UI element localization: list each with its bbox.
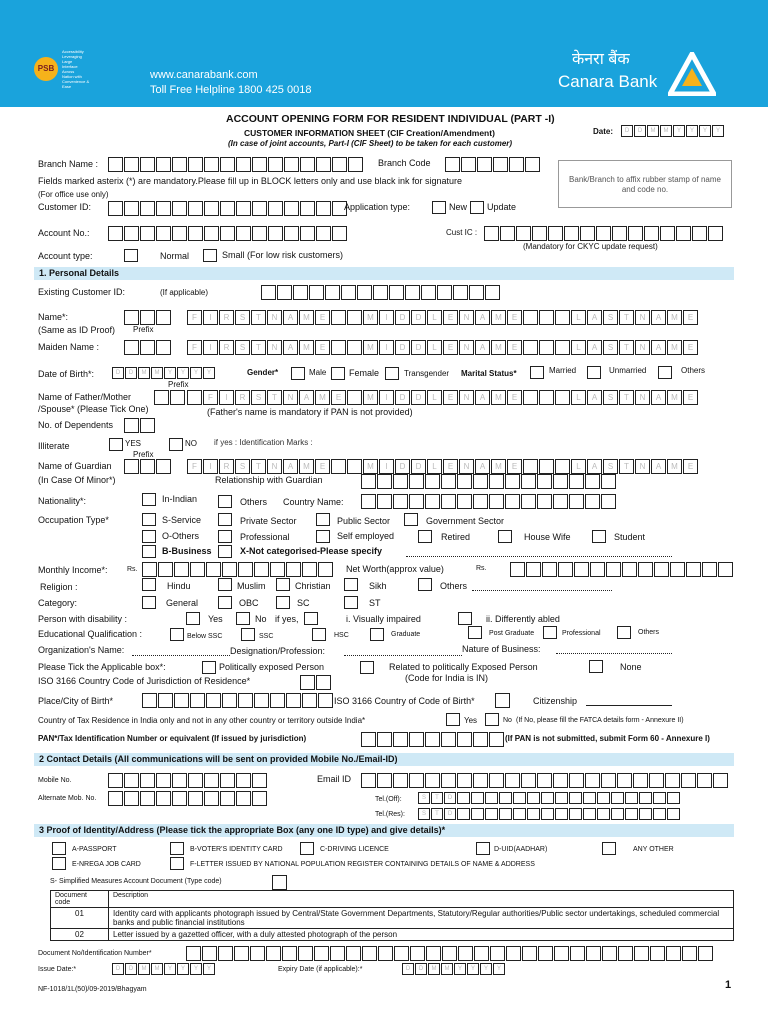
father-tick-input[interactable] — [154, 390, 186, 405]
married-checkbox[interactable] — [530, 366, 544, 379]
ckyc-note: (Mandatory for CKYC update request) — [523, 242, 658, 251]
table-cell-description: Identity card with applicants photograph issued by Central/State Government Departments, Statutory/Regular authorities/Public sector undertakings, scheduled commercial banks and public financial institutions — [109, 908, 734, 929]
hsc-checkbox[interactable] — [312, 628, 326, 641]
aadhar-checkbox[interactable] — [476, 842, 490, 855]
simplified-measures-label: S- Simplified Measures Account Document (Type code) — [50, 878, 222, 885]
branch-name-input[interactable] — [108, 157, 364, 172]
designation-label: Designation/Profession: — [230, 646, 326, 656]
issue-date-label: Issue Date:* — [38, 966, 77, 973]
document-number-label: Document No/Identification Number* — [38, 950, 152, 957]
new-checkbox[interactable] — [432, 201, 446, 214]
passport-label: A-PASSPORT — [72, 846, 117, 853]
general-label: General — [166, 598, 199, 608]
edu-others-label: Others — [638, 629, 660, 636]
unmarried-label: Unmarried — [609, 366, 647, 375]
gender-label: Gender* — [247, 368, 279, 377]
rubber-stamp-box: Bank/Branch to affix rubber stamp of name and code no. — [558, 160, 732, 208]
iso-birth-label: ISO 3166 Country of Code of Birth* — [334, 696, 475, 706]
alt-mobile-input[interactable] — [108, 791, 268, 806]
form-code: NF-1018/1L(50)/09-2019/Bhagyam — [38, 986, 147, 993]
driving-licence-label: C-DRIVING LICENCE — [320, 846, 389, 853]
existing-customer-label: Existing Customer ID: — [38, 287, 126, 297]
guardian-prefix-label: Prefix — [133, 450, 154, 459]
muslim-label: Muslim — [237, 581, 266, 591]
any-other-label: ANY OTHER — [633, 846, 674, 853]
table-cell-code: 02 — [51, 929, 109, 941]
relationship-input[interactable] — [361, 474, 617, 489]
iso-residence-input[interactable] — [300, 675, 332, 690]
code-india-note: (Code for India is IN) — [405, 673, 489, 683]
net-worth-input[interactable] — [510, 562, 734, 577]
table-header-code: Document code — [51, 891, 109, 908]
designation-input[interactable] — [344, 655, 462, 656]
muslim-checkbox[interactable] — [218, 578, 232, 591]
post-graduate-checkbox[interactable] — [468, 626, 482, 639]
x-not-categorised-checkbox[interactable] — [218, 545, 232, 558]
customer-id-input[interactable] — [108, 201, 348, 216]
unmarried-checkbox[interactable] — [587, 366, 601, 379]
tel-res-input[interactable]: S T D — [418, 808, 681, 820]
marital-label: Marital Status* — [461, 369, 517, 378]
form-subtitle: CUSTOMER INFORMATION SHEET (CIF Creation/Amendment) — [244, 128, 495, 138]
application-type-label: Application type: — [344, 202, 411, 212]
form-title: ACCOUNT OPENING FORM FOR RESIDENT INDIVIDUAL (PART -I) — [226, 113, 555, 125]
account-no-label: Account No.: — [38, 228, 90, 238]
passport-checkbox[interactable] — [52, 842, 66, 855]
bank-name-hindi: केनरा बैंक — [572, 51, 630, 68]
section-personal-details: 1. Personal Details — [34, 267, 734, 280]
married-label: Married — [549, 366, 577, 375]
name-prefix-input[interactable] — [124, 310, 172, 325]
psb-logo: PSB — [34, 57, 58, 81]
religion-others-label: Others — [440, 581, 468, 591]
visually-impaired-checkbox[interactable] — [304, 612, 318, 625]
email-input[interactable] — [361, 773, 729, 788]
pep-none-checkbox[interactable] — [589, 660, 603, 673]
if-applicable-note: (If applicable) — [160, 288, 209, 297]
house-wife-label: House Wife — [524, 532, 571, 542]
related-pep-label: Related to politically Exposed Person — [389, 662, 538, 672]
table-header-row — [51, 891, 734, 908]
religion-others-input[interactable] — [472, 590, 612, 591]
mandatory-note: Fields marked asterix (*) are mandatory.Please fill up in BLOCK letters only and use black ink for signature — [38, 176, 463, 186]
student-checkbox[interactable] — [592, 530, 606, 543]
disability-no-checkbox[interactable] — [236, 612, 250, 625]
public-sector-checkbox[interactable] — [316, 513, 330, 526]
transgender-label: Transgender — [404, 369, 450, 378]
s-service-label: S-Service — [162, 515, 202, 525]
cust-ic-label: Cust IC : — [446, 228, 478, 237]
differently-abled-checkbox[interactable] — [458, 612, 472, 625]
tax-yes-label: Yes — [464, 716, 478, 725]
npr-letter-checkbox[interactable] — [170, 857, 184, 870]
pan-input[interactable] — [361, 732, 505, 747]
id-marks-label: if yes : Identification Marks : — [214, 438, 313, 447]
guardian-name-input[interactable]: F I R S T N A M E M I D D L E N A M E L A S T N A M E — [187, 459, 699, 474]
header-banner — [0, 0, 768, 107]
self-employed-label: Self employed — [337, 531, 395, 541]
expiry-date-label: Expiry Date (if applicable):* — [278, 966, 363, 973]
website-link[interactable]: www.canarabank.com — [150, 69, 258, 81]
normal-checkbox[interactable] — [124, 249, 138, 262]
tel-off-label: Tel.(Off): — [375, 796, 402, 803]
in-indian-checkbox[interactable] — [142, 493, 156, 506]
place-of-birth-label: Place/City of Birth* — [38, 696, 114, 706]
religion-label: Religion : — [40, 582, 78, 592]
pan-label: PAN*/Tax Identification Number or equivalent (If issued by jurisdiction) — [38, 734, 307, 743]
father-name-input[interactable]: F I R S T N A M E M I D D L E N A M E L A S T N A M E — [203, 390, 699, 405]
date-field[interactable]: D D M M Y Y Y Y — [621, 125, 725, 137]
male-checkbox[interactable] — [291, 367, 305, 380]
dependents-input[interactable] — [124, 418, 156, 433]
illiterate-no-label: NO — [185, 439, 197, 448]
nationality-others-label: Others — [240, 497, 268, 507]
org-name-label: Organization's Name: — [38, 645, 125, 655]
st-label: ST — [369, 598, 381, 608]
table-cell-description: Letter issued by a gazetted officer, with a duly attested photograph of the person — [109, 929, 734, 941]
government-sector-label: Government Sector — [426, 516, 505, 526]
monthly-income-input[interactable] — [142, 562, 334, 577]
alt-mobile-label: Alternate Mob. No. — [38, 795, 97, 802]
tax-no-checkbox[interactable] — [485, 713, 499, 726]
table-row — [51, 929, 734, 941]
disability-yes-checkbox[interactable] — [186, 612, 200, 625]
document-code-table — [50, 890, 734, 941]
professional-edu-label: Professional — [562, 630, 601, 637]
differently-abled-label: ii. Differently abled — [486, 614, 560, 624]
st-checkbox[interactable] — [344, 596, 358, 609]
professional-label: Professional — [240, 532, 290, 542]
male-label: Male — [309, 368, 327, 377]
religion-others-checkbox[interactable] — [418, 578, 432, 591]
disability-yes-label: Yes — [208, 614, 223, 624]
pan-note: (If PAN is not submitted, submit Form 60 - Annexure I) — [505, 734, 710, 743]
guardian-label: Name of Guardian — [38, 461, 112, 471]
bank-name: Canara Bank — [558, 72, 658, 91]
branch-code-input[interactable] — [445, 157, 541, 172]
nature-of-business-label: Nature of Business: — [462, 644, 541, 654]
nationality-label: Nationality*: — [38, 496, 87, 506]
branch-name-label: Branch Name : — [38, 159, 99, 169]
iso-birth-input[interactable] — [495, 693, 511, 708]
father-prefix-input[interactable] — [187, 390, 203, 405]
net-worth-label: Net Worth(approx value) — [346, 564, 444, 574]
tax-no-label: No — [503, 717, 512, 724]
retired-checkbox[interactable] — [418, 530, 432, 543]
edu-others-checkbox[interactable] — [617, 626, 631, 639]
obc-label: OBC — [239, 598, 259, 608]
nrega-label: E-NREGA JOB CARD — [72, 861, 141, 868]
if-yes-label: if yes, — [275, 614, 299, 624]
driving-licence-checkbox[interactable] — [300, 842, 314, 855]
update-label: Update — [487, 202, 517, 212]
branch-code-label: Branch Code — [378, 158, 431, 168]
fatca-note: (If No, please fill the FATCA details form - Annexure II) — [516, 717, 684, 724]
small-checkbox[interactable] — [203, 249, 217, 262]
date-label: Date: — [593, 127, 614, 136]
b-business-label: B-Business — [162, 546, 212, 556]
table-row — [51, 908, 734, 929]
occupation-label: Occupation Type* — [38, 515, 109, 525]
sikh-checkbox[interactable] — [344, 578, 358, 591]
visually-impaired-label: i. Visually impaired — [346, 614, 421, 624]
pep-checkbox[interactable] — [202, 661, 216, 674]
monthly-income-label: Monthly Income*: — [38, 565, 108, 575]
expiry-date-input[interactable]: D D M M Y Y Y Y — [402, 963, 506, 975]
christian-checkbox[interactable] — [276, 578, 290, 591]
hindu-label: Hindu — [167, 581, 191, 591]
retired-label: Retired — [441, 532, 471, 542]
student-label: Student — [614, 532, 646, 542]
illiterate-yes-label: YES — [125, 439, 142, 448]
graduate-label: Graduate — [391, 631, 421, 638]
dob-input[interactable]: D D M M Y Y Y Y — [112, 367, 216, 379]
illiterate-label: Illiterate — [38, 441, 70, 451]
any-other-checkbox[interactable] — [602, 842, 616, 855]
sikh-label: Sikh — [369, 581, 387, 591]
office-use-note: (For office use only) — [38, 190, 109, 199]
related-pep-checkbox[interactable] — [360, 661, 374, 674]
female-label: Female — [349, 368, 380, 378]
canara-triangle-logo-icon — [668, 52, 716, 96]
tax-yes-checkbox[interactable] — [446, 713, 460, 726]
spouse-label: /Spouse* (Please Tick One) — [38, 404, 149, 414]
o-others-checkbox[interactable] — [142, 530, 156, 543]
category-label: Category: — [38, 598, 78, 608]
transgender-checkbox[interactable] — [385, 367, 399, 380]
tick-applicable-label: Please Tick the Applicable box*: — [38, 662, 166, 672]
tax-residence-label: Country of Tax Residence in India only and not in any other country or territory outside India* — [38, 716, 366, 725]
illiterate-yes-checkbox[interactable] — [109, 438, 123, 451]
ssc-checkbox[interactable] — [241, 628, 255, 641]
disability-no-label: No — [255, 614, 267, 624]
house-wife-checkbox[interactable] — [498, 530, 512, 543]
country-name-label: Country Name: — [283, 497, 344, 507]
new-label: New — [449, 202, 468, 212]
nrega-checkbox[interactable] — [52, 857, 66, 870]
maiden-name-input[interactable]: F I R S T N A M E M I D D L E N A M E L A S T N A M E — [187, 340, 699, 355]
christian-label: Christian — [295, 581, 331, 591]
same-as-id-label: (Same as ID Proof) — [38, 325, 116, 335]
net-worth-rs-label: Rs. — [476, 565, 487, 572]
o-others-label: O-Others — [162, 531, 200, 541]
hsc-label: HSC — [334, 632, 349, 639]
table-header-description: Description — [109, 891, 734, 908]
maiden-name-label: Maiden Name : — [38, 342, 100, 352]
iso-residence-label: ISO 3166 Country Code of Jurisdiction of Residence* — [38, 676, 251, 686]
self-employed-checkbox[interactable] — [316, 530, 330, 543]
update-checkbox[interactable] — [470, 201, 484, 214]
father-note: (Father's name is mandatory if PAN is not provided) — [207, 407, 413, 417]
below-ssc-checkbox[interactable] — [170, 628, 184, 641]
citizenship-input[interactable] — [586, 705, 672, 706]
below-ssc-label: Below SSC — [187, 633, 223, 640]
general-checkbox[interactable] — [142, 596, 156, 609]
government-sector-checkbox[interactable] — [404, 513, 418, 526]
graduate-checkbox[interactable] — [370, 628, 384, 641]
x-not-categorised-label: X-Not categorised-Please specify — [240, 546, 383, 556]
sc-label: SC — [297, 598, 310, 608]
name-input[interactable]: F I R S T N A M E M I D D L E N A M E L A S T N A M E — [187, 310, 699, 325]
tel-off-input[interactable]: S T D — [418, 792, 681, 804]
country-name-input[interactable] — [361, 494, 617, 509]
email-label: Email ID — [317, 774, 352, 784]
page-number: 1 — [725, 979, 732, 991]
cust-ic-input[interactable] — [484, 226, 724, 241]
nature-of-business-input[interactable] — [556, 653, 672, 654]
section-contact-details: 2 Contact Details (All communications will be sent on provided Mobile No./Email-ID) — [34, 753, 734, 766]
father-name-label: Name of Father/Mother — [38, 392, 132, 402]
org-name-input[interactable] — [132, 655, 230, 656]
post-graduate-label: Post Graduate — [489, 630, 535, 637]
form-note: (In case of joint accounts, Part-I (CIF Sheet) to be taken for each customer) — [228, 139, 513, 148]
x-not-categorised-input[interactable] — [406, 556, 672, 557]
professional-checkbox[interactable] — [218, 530, 232, 543]
income-rs-label: Rs. — [127, 566, 138, 573]
female-checkbox[interactable] — [331, 367, 345, 380]
name-label: Name*: — [38, 312, 69, 322]
illiterate-no-checkbox[interactable] — [169, 438, 183, 451]
minor-label: (In Case Of Minor*) — [38, 475, 116, 485]
education-label: Educational Qualification : — [38, 629, 143, 639]
hindu-checkbox[interactable] — [142, 578, 156, 591]
existing-customer-input[interactable] — [261, 285, 501, 300]
name-prefix-label: Prefix — [133, 325, 154, 334]
professional-edu-checkbox[interactable] — [543, 626, 557, 639]
private-sector-label: Private Sector — [240, 516, 297, 526]
issue-date-input[interactable]: D D M M Y Y Y Y — [112, 963, 216, 975]
guardian-prefix-input[interactable] — [124, 459, 172, 474]
dependents-label: No. of Dependents — [38, 420, 114, 430]
relationship-label: Relationship with Guardian — [215, 475, 323, 485]
document-number-input[interactable] — [186, 946, 714, 961]
helpline-text: Toll Free Helpline 1800 425 0018 — [150, 84, 312, 96]
npr-letter-label: F-LETTER ISSUED BY NATIONAL POPULATION REGISTER CONTAINING DETAILS OF NAME & ADDRESS — [190, 861, 535, 868]
table-cell-code: 01 — [51, 908, 109, 929]
in-indian-label: In-Indian — [162, 494, 198, 504]
public-sector-label: Public Sector — [337, 516, 391, 526]
dob-label: Date of Birth*: — [38, 369, 95, 379]
tel-res-label: Tel.(Res): — [375, 811, 405, 818]
place-of-birth-input[interactable] — [142, 693, 334, 708]
normal-label: Normal — [160, 251, 190, 261]
father-prefix-label: Prefix — [168, 380, 189, 389]
mobile-label: Mobile No. — [38, 777, 72, 784]
private-sector-checkbox[interactable] — [218, 513, 232, 526]
simplified-type-input[interactable] — [272, 875, 288, 890]
b-business-checkbox[interactable] — [142, 545, 156, 558]
sc-checkbox[interactable] — [276, 596, 290, 609]
customer-id-label: Customer ID: — [38, 202, 92, 212]
voter-id-label: B-VOTER'S IDENTITY CARD — [190, 846, 283, 853]
small-label: Small (For low risk customers) — [222, 250, 344, 260]
maiden-prefix-input[interactable] — [124, 340, 172, 355]
obc-checkbox[interactable] — [218, 596, 232, 609]
pep-none-label: None — [620, 662, 642, 672]
pep-label: Politically exposed Person — [219, 662, 325, 672]
voter-id-checkbox[interactable] — [170, 842, 184, 855]
marital-others-label: Others — [681, 366, 706, 375]
marital-others-checkbox[interactable] — [658, 366, 672, 379]
account-no-input[interactable] — [108, 226, 348, 241]
s-service-checkbox[interactable] — [142, 513, 156, 526]
citizenship-label: Citizenship — [533, 696, 578, 706]
section-proof-of-identity: 3 Proof of Identity/Address (Please tick the appropriate Box (any one ID type) and give details)* — [34, 824, 734, 837]
nationality-others-checkbox[interactable] — [218, 495, 232, 508]
aadhar-label: D-UID(AADHAR) — [494, 846, 548, 853]
ssc-label: SSC — [259, 633, 274, 640]
psb-tagline: Accessibility Leveraging Large Interface Across Nation with Convenience & Ease — [62, 49, 90, 89]
mobile-input[interactable] — [108, 773, 268, 788]
account-type-label: Account type: — [38, 251, 93, 261]
disability-label: Person with disability : — [38, 614, 128, 624]
